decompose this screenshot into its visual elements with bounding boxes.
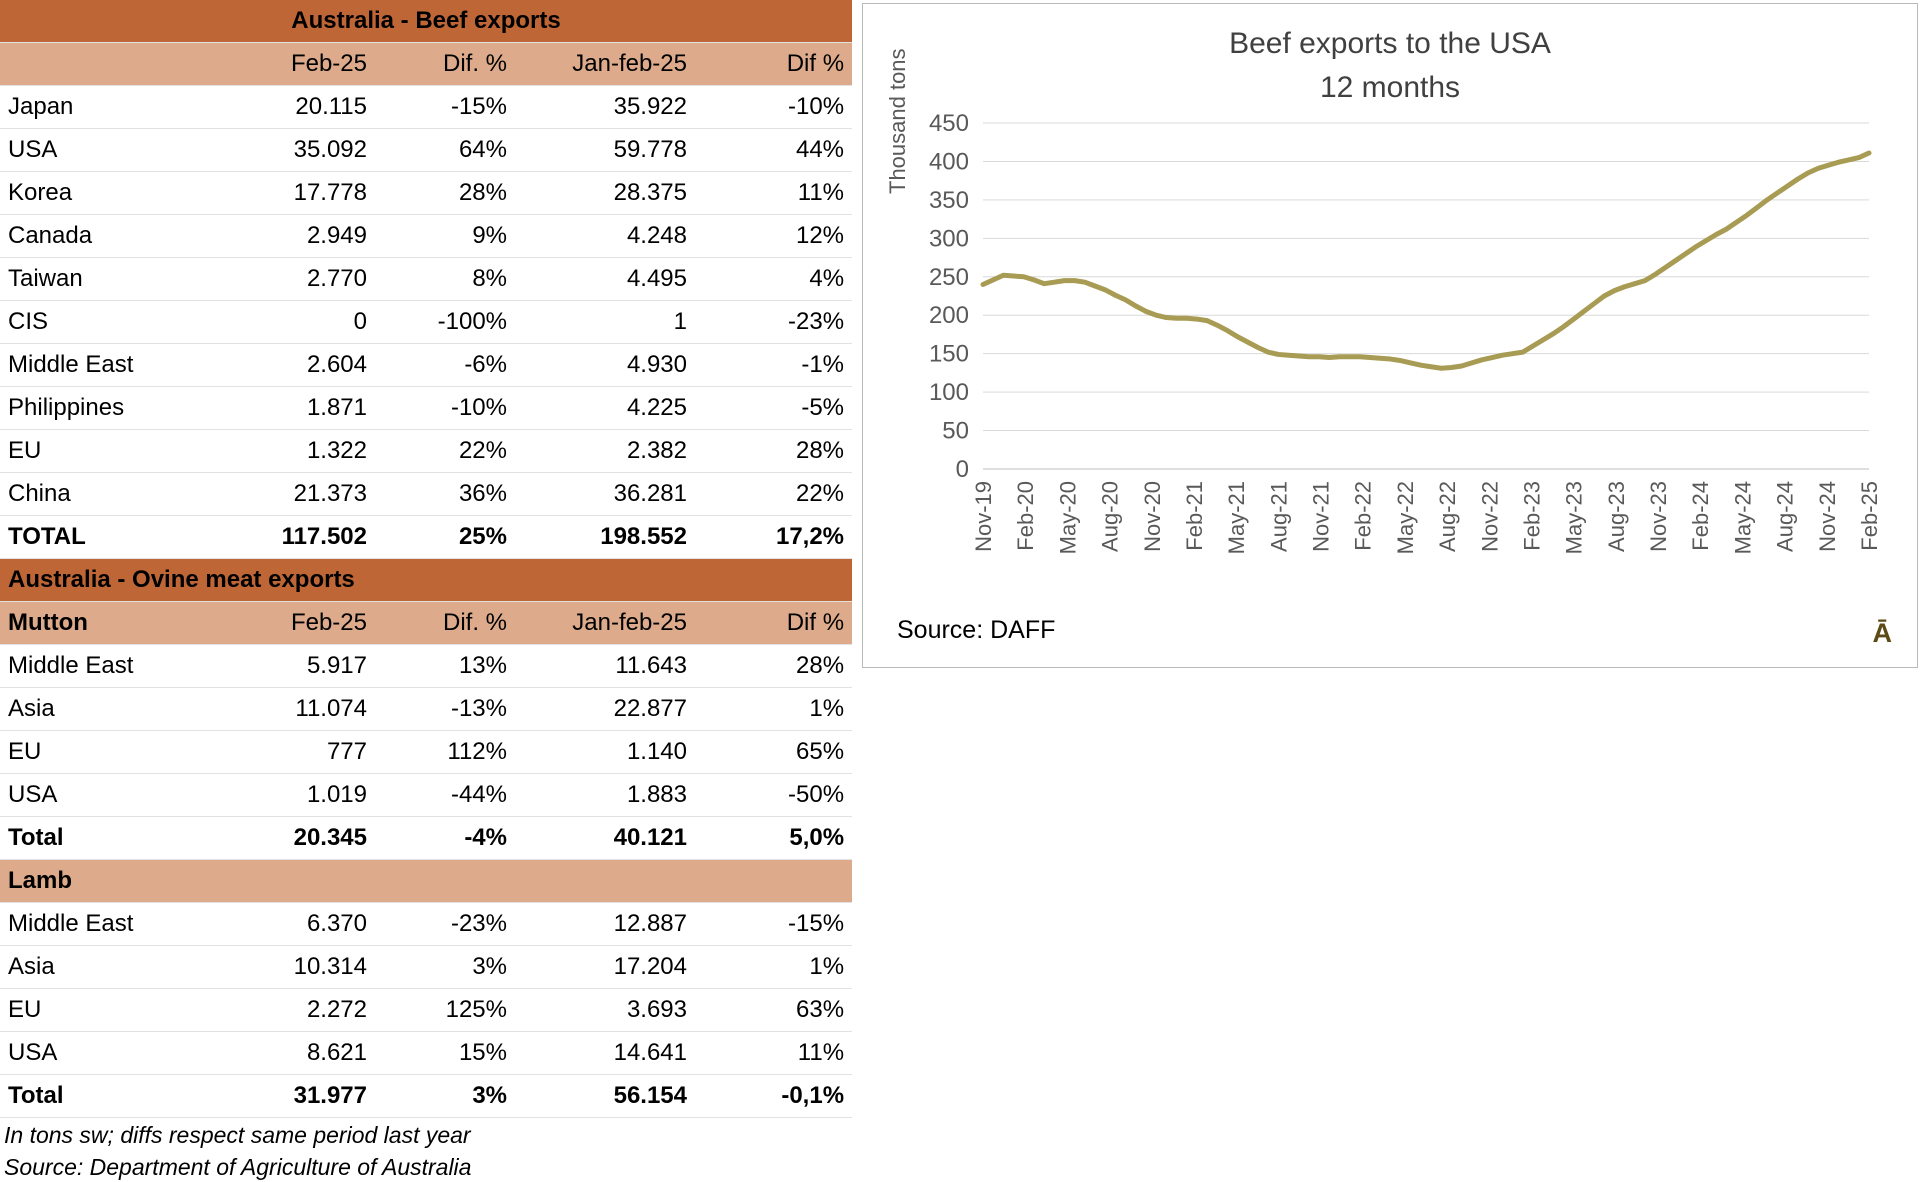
row-value: 22% — [375, 430, 515, 473]
row-value: -13% — [375, 688, 515, 731]
row-value: 2.770 — [205, 258, 375, 301]
footnote-units: In tons sw; diffs respect same period last year — [4, 1122, 471, 1148]
row-value: 1.019 — [205, 774, 375, 817]
row-value: 0 — [205, 301, 375, 344]
svg-text:Nov-19: Nov-19 — [971, 481, 996, 552]
beef-table-title-row — [0, 0, 852, 43]
row-value: 28% — [695, 645, 852, 688]
row-value: 125% — [375, 989, 515, 1032]
row-value: 13% — [375, 645, 515, 688]
ovine-exports-table — [0, 559, 852, 1118]
row-value: 4% — [695, 258, 852, 301]
row-label: USA — [0, 1032, 205, 1075]
svg-text:May-20: May-20 — [1055, 481, 1081, 555]
mutton-total-row — [0, 817, 852, 860]
table-row — [0, 301, 852, 344]
total-value: 17,2% — [695, 516, 852, 559]
row-value: 44% — [695, 129, 852, 172]
row-value: 11.643 — [515, 645, 695, 688]
row-value: -1% — [695, 344, 852, 387]
svg-text:Feb-20: Feb-20 — [1013, 481, 1039, 551]
svg-text:Feb-22: Feb-22 — [1350, 481, 1376, 551]
svg-text:350: 350 — [928, 186, 969, 214]
total-value: -4% — [375, 817, 515, 860]
table-row — [0, 774, 852, 817]
table-row — [0, 344, 852, 387]
total-label: TOTAL — [0, 516, 205, 559]
row-value: -23% — [695, 301, 852, 344]
total-value: 40.121 — [515, 817, 695, 860]
row-value: 1% — [695, 946, 852, 989]
beef-table-title: Australia - Beef exports — [0, 0, 852, 43]
chart-panel — [862, 3, 1918, 668]
mutton-header-col3: Jan-feb-25 — [515, 602, 695, 645]
row-value: 112% — [375, 731, 515, 774]
total-value: 198.552 — [515, 516, 695, 559]
svg-text:250: 250 — [928, 263, 969, 291]
table-row — [0, 903, 852, 946]
beef-total-row — [0, 516, 852, 559]
table-row — [0, 387, 852, 430]
row-value: 21.373 — [205, 473, 375, 516]
table-row — [0, 129, 852, 172]
table-row — [0, 645, 852, 688]
row-label: Korea — [0, 172, 205, 215]
svg-text:300: 300 — [928, 225, 969, 253]
svg-text:Feb-23: Feb-23 — [1519, 481, 1545, 551]
row-value: 8.621 — [205, 1032, 375, 1075]
total-label: Total — [0, 1075, 205, 1118]
total-value: 56.154 — [515, 1075, 695, 1118]
row-label: Canada — [0, 215, 205, 258]
row-value: 11% — [695, 1032, 852, 1075]
svg-text:Feb-21: Feb-21 — [1182, 481, 1207, 551]
svg-text:50: 50 — [942, 417, 969, 445]
row-value: -10% — [375, 387, 515, 430]
mutton-header-row — [0, 602, 852, 645]
ovine-table-title-row — [0, 559, 852, 602]
row-label: Middle East — [0, 344, 205, 387]
table-row — [0, 989, 852, 1032]
row-value: 2.604 — [205, 344, 375, 387]
row-value: 5.917 — [205, 645, 375, 688]
svg-text:Aug-24: Aug-24 — [1772, 481, 1798, 552]
row-label: Middle East — [0, 645, 205, 688]
row-value: 11.074 — [205, 688, 375, 731]
beef-header-col2: Dif. % — [375, 43, 515, 86]
table-row — [0, 430, 852, 473]
table-row — [0, 172, 852, 215]
row-label: Taiwan — [0, 258, 205, 301]
row-label: China — [0, 473, 205, 516]
row-value: -6% — [375, 344, 515, 387]
chart-title — [863, 4, 1917, 110]
svg-text:400: 400 — [928, 148, 969, 176]
table-row — [0, 473, 852, 516]
table-row — [0, 688, 852, 731]
row-value: 22% — [695, 473, 852, 516]
svg-text:Nov-22: Nov-22 — [1477, 481, 1503, 552]
row-value: 36.281 — [515, 473, 695, 516]
chart-plot-area — [863, 109, 1917, 599]
row-value: -100% — [375, 301, 515, 344]
row-value: 28.375 — [515, 172, 695, 215]
row-value: 2.949 — [205, 215, 375, 258]
row-value: 28% — [695, 430, 852, 473]
mutton-header-col4: Dif % — [695, 602, 852, 645]
beef-header-col3: Jan-feb-25 — [515, 43, 695, 86]
row-value: 28% — [375, 172, 515, 215]
total-value: 5,0% — [695, 817, 852, 860]
svg-text:150: 150 — [928, 340, 969, 368]
row-value: 36% — [375, 473, 515, 516]
svg-text:May-24: May-24 — [1730, 481, 1756, 555]
table-row — [0, 731, 852, 774]
svg-text:Aug-21: Aug-21 — [1266, 481, 1292, 552]
row-value: 12.887 — [515, 903, 695, 946]
lamb-header-label: Lamb — [0, 860, 852, 903]
tables-panel — [0, 0, 852, 1182]
row-value: 3% — [375, 946, 515, 989]
svg-text:May-22: May-22 — [1392, 481, 1418, 555]
svg-text:0: 0 — [955, 456, 969, 483]
svg-text:Nov-24: Nov-24 — [1814, 481, 1840, 552]
svg-text:Aug-20: Aug-20 — [1097, 481, 1123, 552]
row-label: USA — [0, 774, 205, 817]
svg-text:Feb-24: Feb-24 — [1688, 481, 1714, 551]
row-value: 3.693 — [515, 989, 695, 1032]
table-row — [0, 86, 852, 129]
svg-text:Aug-23: Aug-23 — [1603, 481, 1629, 552]
row-label: Middle East — [0, 903, 205, 946]
row-value: -44% — [375, 774, 515, 817]
total-value: 25% — [375, 516, 515, 559]
row-value: 1.322 — [205, 430, 375, 473]
row-value: 8% — [375, 258, 515, 301]
row-label: USA — [0, 129, 205, 172]
row-value: 17.204 — [515, 946, 695, 989]
row-value: 10.314 — [205, 946, 375, 989]
row-value: 17.778 — [205, 172, 375, 215]
row-value: 9% — [375, 215, 515, 258]
svg-text:Nov-20: Nov-20 — [1139, 481, 1165, 552]
row-value: 4.930 — [515, 344, 695, 387]
svg-text:Nov-23: Nov-23 — [1646, 481, 1671, 552]
lamb-total-row — [0, 1075, 852, 1118]
lamb-header-row — [0, 860, 852, 903]
row-value: -50% — [695, 774, 852, 817]
row-value: 20.115 — [205, 86, 375, 129]
table-row — [0, 946, 852, 989]
row-value: 35.922 — [515, 86, 695, 129]
row-value: 1% — [695, 688, 852, 731]
beef-header-col4: Dif % — [695, 43, 852, 86]
row-label: EU — [0, 731, 205, 774]
row-value: 12% — [695, 215, 852, 258]
row-value: 22.877 — [515, 688, 695, 731]
row-value: 14.641 — [515, 1032, 695, 1075]
row-value: 15% — [375, 1032, 515, 1075]
svg-text:450: 450 — [928, 110, 969, 137]
total-value: 31.977 — [205, 1075, 375, 1118]
row-value: 1.883 — [515, 774, 695, 817]
total-value: 20.345 — [205, 817, 375, 860]
chart-svg — [863, 109, 1917, 599]
chart-title-line1: Beef exports to the USA — [1229, 27, 1551, 60]
svg-text:Nov-21: Nov-21 — [1308, 481, 1334, 552]
row-value: 2.272 — [205, 989, 375, 1032]
beef-table-header-row — [0, 43, 852, 86]
row-value: 4.495 — [515, 258, 695, 301]
row-value: -10% — [695, 86, 852, 129]
total-value: 117.502 — [205, 516, 375, 559]
row-value: 1 — [515, 301, 695, 344]
mutton-header-col0: Mutton — [0, 602, 205, 645]
row-value: 11% — [695, 172, 852, 215]
chart-source-note: Source: DAFF — [897, 616, 1056, 644]
row-label: Asia — [0, 946, 205, 989]
total-value: -0,1% — [695, 1075, 852, 1118]
row-label: Japan — [0, 86, 205, 129]
chart-y-axis-label: Thousand tons — [885, 48, 910, 194]
row-value: -15% — [375, 86, 515, 129]
mutton-header-col1: Feb-25 — [205, 602, 375, 645]
total-label: Total — [0, 817, 205, 860]
svg-text:May-21: May-21 — [1224, 481, 1250, 555]
svg-text:200: 200 — [928, 302, 969, 330]
row-label: CIS — [0, 301, 205, 344]
row-value: 65% — [695, 731, 852, 774]
footnote-source: Source: Department of Agriculture of Australia — [4, 1154, 472, 1180]
svg-text:Aug-22: Aug-22 — [1435, 481, 1461, 552]
row-value: 4.225 — [515, 387, 695, 430]
row-value: 777 — [205, 731, 375, 774]
row-value: -23% — [375, 903, 515, 946]
mutton-header-col2: Dif. % — [375, 602, 515, 645]
total-value: 3% — [375, 1075, 515, 1118]
row-value: -15% — [695, 903, 852, 946]
chart-title-line2: 12 months — [1319, 71, 1461, 104]
row-label: EU — [0, 430, 205, 473]
row-label: EU — [0, 989, 205, 1032]
row-value: 63% — [695, 989, 852, 1032]
ovine-table-title: Australia - Ovine meat exports — [0, 559, 852, 602]
row-value: 1.871 — [205, 387, 375, 430]
svg-text:100: 100 — [928, 379, 969, 407]
row-value: 6.370 — [205, 903, 375, 946]
beef-exports-table — [0, 0, 852, 559]
table-row — [0, 258, 852, 301]
row-value: 2.382 — [515, 430, 695, 473]
beef-header-col1: Feb-25 — [205, 43, 375, 86]
table-row — [0, 215, 852, 258]
row-value: 35.092 — [205, 129, 375, 172]
svg-text:Feb-25: Feb-25 — [1857, 481, 1882, 551]
row-value: -5% — [695, 387, 852, 430]
chart-logo: Ā — [1872, 618, 1893, 648]
row-value: 1.140 — [515, 731, 695, 774]
row-value: 4.248 — [515, 215, 695, 258]
svg-text:May-23: May-23 — [1561, 481, 1587, 555]
table-row — [0, 1032, 852, 1075]
row-label: Philippines — [0, 387, 205, 430]
row-value: 59.778 — [515, 129, 695, 172]
row-value: 64% — [375, 129, 515, 172]
row-label: Asia — [0, 688, 205, 731]
beef-header-col0 — [0, 43, 205, 86]
